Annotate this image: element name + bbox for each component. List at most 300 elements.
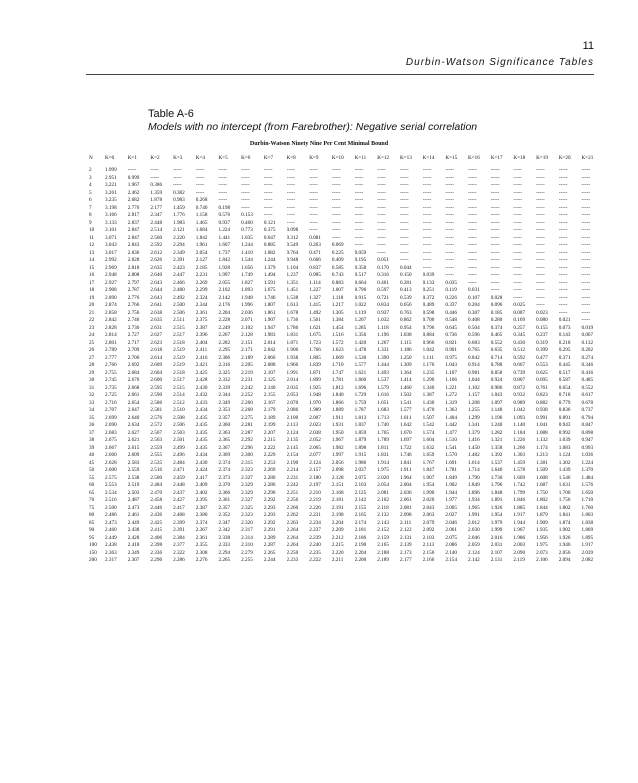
bound-value-cell: 2.075: [354, 474, 367, 481]
bound-value-cell: -----: [513, 272, 523, 278]
bound-value-cell: 0.098: [286, 227, 299, 233]
bound-value-cell: 2.308: [195, 549, 208, 556]
bound-value-cell: 2.623: [150, 339, 163, 346]
bound-value-cell: 0.237: [536, 332, 548, 338]
bound-value-cell: 1.309: [399, 362, 412, 368]
bound-value-cell: 2.787: [127, 287, 140, 293]
bound-value-cell: 1.740: [377, 422, 389, 428]
bound-value-cell: 0.107: [468, 294, 480, 301]
bound-value-cell: 1.926: [490, 504, 503, 511]
bound-value-cell: 2.267: [218, 332, 231, 338]
bound-value-cell: -----: [354, 189, 364, 196]
bound-value-cell: 2.843: [127, 242, 140, 248]
bound-value-cell: 2.239: [309, 534, 321, 541]
bound-value-cell: -----: [241, 182, 250, 188]
table-row: [89, 437, 604, 445]
bound-value-cell: 1.631: [558, 482, 571, 488]
column-header-k14: K=14: [422, 155, 435, 161]
bound-value-cell: 0.155: [536, 324, 548, 331]
bound-value-cell: -----: [377, 167, 386, 173]
bound-value-cell: 1.982: [331, 444, 344, 451]
row-n-cell: 37: [89, 429, 95, 436]
bound-value-cell: 2.776: [127, 204, 140, 211]
bound-value-cell: 1.948: [309, 392, 321, 398]
bound-value-cell: 2.314: [241, 534, 253, 541]
table-row: [89, 557, 604, 565]
bound-value-cell: 1.986: [354, 459, 367, 466]
bound-value-cell: 3.133: [105, 219, 117, 226]
bound-value-cell: 2.250: [286, 549, 299, 556]
bound-value-cell: 2.171: [241, 347, 253, 353]
bound-value-cell: 2.229: [263, 452, 276, 458]
bound-value-cell: -----: [490, 174, 500, 181]
bound-value-cell: 0.764: [286, 249, 299, 256]
row-n-cell: 4: [89, 182, 92, 188]
bound-value-cell: 1.790: [468, 474, 480, 481]
bound-value-cell: 2.430: [195, 384, 208, 391]
bound-value-cell: 1.999: [490, 527, 503, 533]
bound-value-cell: 2.292: [241, 437, 253, 443]
bound-value-cell: 1.838: [581, 519, 594, 526]
bound-value-cell: 2.210: [309, 489, 321, 496]
row-n-cell: 27: [89, 354, 95, 361]
column-header-k20: K=20: [558, 155, 571, 161]
bound-value-cell: -----: [354, 174, 364, 181]
bound-value-cell: 2.339: [218, 384, 231, 391]
bound-value-cell: 0.975: [445, 354, 457, 361]
bound-value-cell: 0.862: [399, 317, 412, 323]
bound-value-cell: 2.435: [195, 444, 208, 451]
bound-value-cell: -----: [286, 197, 296, 203]
bound-value-cell: 0.517: [354, 272, 367, 278]
bound-value-cell: 2.287: [263, 542, 276, 548]
bound-value-cell: -----: [558, 197, 568, 203]
bound-value-cell: 2.508: [173, 414, 185, 421]
table-row: [89, 355, 604, 363]
bound-value-cell: 2.842: [105, 317, 117, 323]
bound-value-cell: 1.578: [513, 467, 526, 473]
bound-value-cell: 2.037: [354, 467, 367, 473]
bound-value-cell: -----: [445, 219, 454, 226]
bound-value-cell: -----: [536, 257, 545, 263]
bound-value-cell: -----: [513, 174, 523, 181]
column-header-k4: K=4: [195, 155, 206, 161]
bound-value-cell: 0.067: [581, 332, 594, 338]
bound-value-cell: -----: [309, 212, 318, 218]
bound-value-cell: 2.005: [445, 504, 457, 511]
bound-value-cell: -----: [241, 174, 250, 181]
bound-value-cell: 0.667: [513, 362, 526, 368]
column-header-k11: K=11: [354, 155, 367, 161]
bound-value-cell: 0.257: [513, 324, 526, 331]
bound-value-cell: 2.081: [399, 504, 412, 511]
bound-value-cell: 2.252: [241, 392, 253, 398]
bound-value-cell: -----: [377, 242, 386, 248]
bound-value-cell: 2.717: [127, 339, 140, 346]
bound-value-cell: 2.515: [173, 324, 185, 331]
bound-value-cell: -----: [399, 204, 409, 211]
row-n-cell: 150: [89, 549, 97, 556]
bound-value-cell: 1.842: [195, 234, 208, 241]
bound-value-cell: 0.051: [377, 257, 389, 263]
bound-value-cell: 0.617: [581, 392, 594, 398]
row-n-cell: 8: [89, 212, 92, 218]
bound-value-cell: 0.346: [581, 362, 594, 368]
bound-value-cell: 0.885: [263, 242, 276, 248]
bound-value-cell: -----: [490, 167, 500, 173]
bound-value-cell: 2.416: [195, 354, 208, 361]
bound-value-cell: 1.902: [445, 482, 457, 488]
bound-value-cell: 1.166: [445, 377, 457, 383]
bound-value-cell: 1.041: [536, 422, 548, 428]
bound-value-cell: 1.321: [490, 437, 503, 443]
bound-value-cell: -----: [377, 204, 386, 211]
bound-value-cell: -----: [354, 212, 364, 218]
bound-value-cell: 1.840: [331, 392, 344, 398]
bound-value-cell: -----: [354, 197, 364, 203]
bound-value-cell: 2.231: [286, 474, 299, 481]
bound-value-cell: -----: [377, 234, 386, 241]
bound-value-cell: -----: [309, 219, 318, 226]
row-n-cell: 55: [89, 474, 95, 481]
bound-value-cell: 2.627: [150, 332, 163, 338]
bound-value-cell: 1.537: [377, 377, 389, 383]
bound-value-cell: -----: [536, 167, 545, 173]
bound-value-cell: 2.249: [218, 324, 231, 331]
bound-value-cell: -----: [241, 189, 250, 196]
bound-value-cell: 1.530: [354, 354, 367, 361]
bound-value-cell: 2.874: [105, 302, 117, 308]
bound-value-cell: 2.421: [195, 362, 208, 368]
bound-value-cell: 1.813: [354, 414, 367, 421]
bound-value-cell: 0.198: [218, 204, 231, 211]
bound-value-cell: 2.220: [173, 234, 185, 241]
bound-value-cell: 0.096: [490, 302, 503, 308]
bound-value-cell: 2.061: [445, 527, 457, 533]
column-header-k5: K=5: [218, 155, 228, 161]
bound-value-cell: 2.103: [422, 534, 435, 541]
bound-value-cell: 2.264: [286, 542, 299, 548]
bound-value-cell: 1.878: [150, 197, 163, 203]
bound-value-cell: 2.644: [150, 287, 163, 293]
bound-value-cell: -----: [558, 294, 568, 301]
row-n-cell: 80: [89, 512, 95, 518]
bound-value-cell: 0.374: [490, 324, 503, 331]
bound-value-cell: 1.767: [422, 459, 435, 466]
bound-value-cell: -----: [558, 174, 568, 181]
bound-value-cell: 2.329: [241, 489, 253, 496]
bound-value-cell: 1.176: [422, 362, 435, 368]
bound-value-cell: 2.240: [309, 542, 321, 548]
bound-value-cell: -----: [581, 204, 591, 211]
bound-value-cell: 2.107: [490, 549, 503, 556]
bound-value-cell: -----: [422, 219, 432, 226]
bound-value-cell: 2.176: [218, 302, 231, 308]
bound-value-cell: 1.747: [331, 369, 344, 376]
bound-value-cell: -----: [445, 174, 454, 181]
bound-value-cell: -----: [558, 234, 568, 241]
bound-value-cell: 1.898: [354, 444, 367, 451]
bound-value-cell: 2.124: [309, 459, 321, 466]
bound-value-cell: 1.510: [445, 437, 457, 443]
bound-value-cell: 2.506: [173, 422, 185, 428]
bound-value-cell: 2.061: [399, 497, 412, 503]
bound-value-cell: 0.132: [581, 339, 594, 346]
bound-value-cell: 2.296: [150, 557, 163, 563]
bound-value-cell: 0.966: [422, 339, 435, 346]
bound-value-cell: 1.796: [490, 482, 503, 488]
bound-value-cell: -----: [468, 219, 477, 226]
bound-value-cell: 1.967: [127, 182, 140, 188]
bound-value-cell: 1.451: [286, 287, 299, 293]
bound-value-cell: 1.977: [445, 497, 457, 503]
bound-value-cell: -----: [331, 167, 341, 173]
bound-value-cell: 1.786: [286, 324, 299, 331]
bound-value-cell: -----: [399, 242, 409, 248]
bound-value-cell: -----: [513, 234, 523, 241]
bound-value-cell: 2.007: [309, 414, 321, 421]
bound-value-cell: 2.299: [195, 287, 208, 293]
bound-value-cell: 2.027: [445, 512, 457, 518]
bound-value-cell: 0.465: [490, 332, 503, 338]
bound-value-cell: 1.885: [513, 504, 526, 511]
bound-value-cell: 2.020: [377, 474, 389, 481]
row-n-cell: 7: [89, 204, 92, 211]
bound-value-cell: -----: [286, 204, 296, 211]
bound-value-cell: 2.643: [150, 294, 163, 301]
table-row: [89, 332, 604, 340]
bound-value-cell: 2.510: [173, 407, 185, 413]
bound-value-cell: 0.307: [468, 309, 480, 316]
bound-value-cell: 1.730: [490, 474, 503, 481]
bound-value-cell: -----: [581, 264, 591, 271]
bound-value-cell: 1.541: [445, 444, 457, 451]
bound-value-cell: 1.765: [377, 429, 389, 436]
bound-value-cell: 2.102: [377, 497, 389, 503]
bound-value-cell: -----: [445, 257, 454, 263]
bound-value-cell: 2.332: [218, 377, 231, 383]
bound-value-cell: 0.023: [536, 309, 548, 316]
bound-value-cell: 2.204: [218, 309, 231, 316]
bound-value-cell: 0.937: [218, 219, 231, 226]
bound-value-cell: 1.642: [399, 422, 412, 428]
bound-value-cell: -----: [422, 167, 432, 173]
row-n-cell: 17: [89, 279, 95, 286]
bound-value-cell: 2.434: [195, 452, 208, 458]
bound-value-cell: 1.989: [309, 407, 321, 413]
bound-value-cell: 2.323: [241, 512, 253, 518]
bound-value-cell: 0.416: [581, 369, 594, 376]
bound-value-cell: 1.157: [468, 392, 480, 398]
bound-value-cell: 2.142: [468, 557, 480, 563]
row-n-cell: 14: [89, 257, 95, 263]
bound-value-cell: 1.083: [558, 444, 571, 451]
column-header-k19: K=19: [536, 155, 548, 161]
bound-value-cell: 0.204: [468, 302, 480, 308]
bound-value-cell: 2.458: [150, 497, 163, 503]
bound-value-cell: 1.632: [422, 444, 435, 451]
bound-value-cell: 0.598: [422, 309, 435, 316]
bound-value-cell: 2.927: [105, 279, 117, 286]
bound-value-cell: 0.281: [399, 279, 412, 286]
bound-value-cell: 0.039: [422, 272, 435, 278]
bound-value-cell: 2.592: [150, 242, 163, 248]
bound-value-cell: 1.683: [377, 407, 389, 413]
bound-value-cell: 2.059: [468, 542, 480, 548]
bound-value-cell: 0.408: [468, 317, 480, 323]
bound-value-cell: -----: [558, 182, 568, 188]
bound-value-cell: 2.092: [422, 527, 435, 533]
bound-value-cell: 2.766: [105, 362, 117, 368]
row-n-cell: 16: [89, 272, 95, 278]
bound-value-cell: 0.836: [558, 407, 571, 413]
bound-value-cell: 2.323: [241, 467, 253, 473]
bound-value-cell: 2.684: [127, 369, 140, 376]
bound-value-cell: 0.218: [558, 339, 571, 346]
bound-value-cell: 2.643: [150, 279, 163, 286]
bound-value-cell: 2.462: [127, 189, 140, 196]
bound-value-cell: 1.356: [354, 332, 367, 338]
bound-value-cell: 1.842: [218, 257, 231, 263]
bound-value-cell: 1.669: [513, 474, 526, 481]
bound-value-cell: 2.220: [331, 549, 344, 556]
bound-value-cell: 1.931: [331, 422, 344, 428]
bound-value-cell: -----: [468, 242, 477, 248]
row-n-cell: 26: [89, 347, 95, 353]
table-row: [89, 430, 604, 438]
bound-value-cell: -----: [422, 212, 432, 218]
bound-value-cell: 1.302: [558, 459, 571, 466]
bound-value-cell: 2.036: [241, 309, 253, 316]
bound-value-cell: 2.347: [218, 519, 231, 526]
bound-value-cell: 3.017: [105, 249, 117, 256]
bound-value-cell: 2.066: [263, 354, 276, 361]
bound-value-cell: 2.344: [218, 392, 231, 398]
bound-value-cell: 1.946: [558, 542, 571, 548]
column-header-k9: K=9: [309, 155, 319, 161]
bound-value-cell: 1.874: [558, 519, 571, 526]
bound-value-cell: -----: [468, 257, 477, 263]
table-row: [89, 392, 604, 400]
bound-value-cell: 2.185: [195, 264, 208, 271]
bound-value-cell: 2.516: [150, 467, 163, 473]
bound-value-cell: 1.285: [354, 324, 367, 331]
bound-value-cell: 2.204: [354, 549, 367, 556]
bound-value-cell: -----: [513, 197, 523, 203]
bound-value-cell: 2.295: [218, 347, 231, 353]
bound-value-cell: 1.961: [195, 242, 208, 248]
bound-value-cell: 1.364: [399, 369, 412, 376]
bound-value-cell: 2.640: [127, 414, 140, 421]
bound-value-cell: -----: [241, 204, 250, 211]
column-header-k15: K=15: [445, 155, 458, 161]
bound-value-cell: 0.739: [513, 369, 526, 376]
bound-value-cell: 2.512: [173, 399, 185, 406]
bound-value-cell: 0.736: [445, 332, 457, 338]
bound-value-cell: 1.879: [354, 437, 367, 443]
bound-value-cell: 2.046: [445, 519, 457, 526]
bound-value-cell: 2.448: [173, 482, 185, 488]
bound-value-cell: 0.268: [195, 197, 208, 203]
bound-value-cell: 1.390: [377, 354, 389, 361]
bound-value-cell: 1.670: [399, 429, 412, 436]
bound-value-cell: 2.315: [241, 459, 253, 466]
bound-value-cell: 2.140: [445, 549, 457, 556]
bound-value-cell: 1.327: [309, 294, 321, 301]
bound-value-cell: 2.449: [105, 534, 117, 541]
bound-value-cell: 2.122: [399, 527, 412, 533]
bound-value-cell: 0.794: [581, 414, 594, 421]
bound-value-cell: 2.716: [105, 399, 117, 406]
bound-value-cell: 2.756: [127, 309, 140, 316]
bound-value-cell: 1.102: [468, 384, 480, 391]
bound-value-cell: 1.760: [581, 504, 594, 511]
bound-value-cell: -----: [331, 212, 341, 218]
bound-value-cell: 1.975: [536, 542, 548, 548]
column-header-k21: K=21: [581, 155, 594, 161]
bound-value-cell: 0.788: [490, 362, 503, 368]
bound-value-cell: 1.186: [399, 347, 412, 353]
bound-value-cell: 2.053: [286, 392, 299, 398]
bound-value-cell: 2.435: [195, 422, 208, 428]
bound-value-cell: 2.555: [150, 452, 163, 458]
table-row: [89, 400, 604, 408]
bound-value-cell: 0.202: [581, 347, 594, 353]
bound-value-cell: 1.119: [354, 309, 367, 316]
bound-value-cell: 1.043: [490, 392, 503, 398]
bound-value-cell: 1.579: [377, 384, 389, 391]
bound-value-cell: 1.607: [218, 242, 231, 248]
bound-value-cell: 2.222: [263, 444, 276, 451]
bound-value-cell: 3.166: [105, 212, 117, 218]
bound-value-cell: -----: [399, 182, 409, 188]
bound-value-cell: 1.675: [309, 332, 321, 338]
table-row: [89, 250, 604, 258]
bound-value-cell: 2.286: [263, 482, 276, 488]
bound-value-cell: 2.199: [263, 422, 276, 428]
bound-value-cell: 2.031: [490, 542, 503, 548]
bound-value-cell: 2.139: [399, 542, 412, 548]
bound-value-cell: 2.427: [173, 497, 185, 503]
bound-value-cell: 0.796: [354, 287, 367, 293]
bound-value-cell: -----: [581, 227, 591, 233]
bound-value-cell: 2.189: [377, 557, 389, 563]
bound-value-cell: 2.428: [195, 377, 208, 383]
bound-value-cell: 1.363: [445, 407, 457, 413]
bound-value-cell: -----: [263, 189, 273, 196]
bound-value-cell: 1.866: [331, 399, 344, 406]
bound-value-cell: 1.787: [354, 407, 367, 413]
bound-value-cell: 2.398: [150, 542, 163, 548]
bound-value-cell: 0.779: [558, 399, 571, 406]
bound-value-cell: 1.541: [399, 399, 412, 406]
bound-value-cell: -----: [399, 189, 409, 196]
bound-value-cell: 2.035: [286, 384, 299, 391]
bound-value-cell: 2.618: [150, 347, 163, 353]
bound-value-cell: 1.934: [468, 497, 480, 503]
bound-value-cell: 0.915: [354, 294, 367, 301]
bound-value-cell: 1.039: [558, 437, 571, 443]
bound-value-cell: -----: [377, 212, 386, 218]
bound-value-cell: 0.504: [468, 324, 480, 331]
header-rule: [86, 74, 594, 75]
bound-value-cell: 0.678: [581, 399, 594, 406]
bound-value-cell: 2.205: [241, 362, 253, 368]
row-n-cell: 2: [89, 167, 92, 173]
bound-value-cell: 2.473: [105, 519, 117, 526]
bound-value-cell: -----: [536, 189, 545, 196]
bound-value-cell: 2.797: [127, 279, 140, 286]
